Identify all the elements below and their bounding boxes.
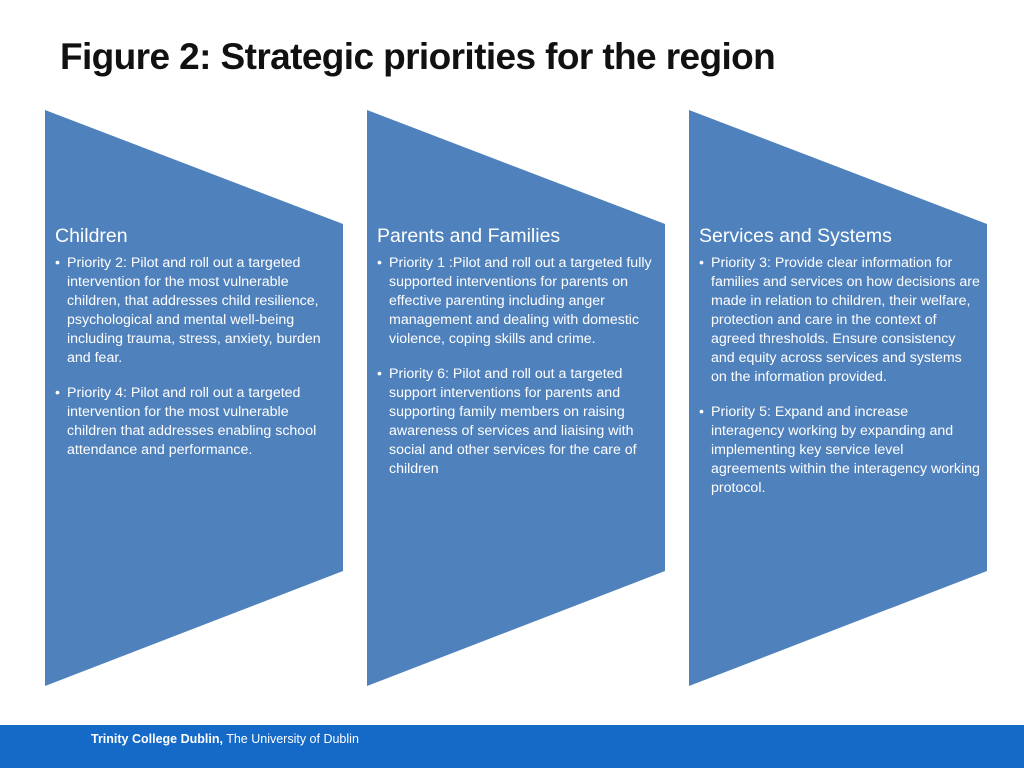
priority-item <box>699 254 981 387</box>
priority-item <box>377 365 659 479</box>
priority-list <box>699 254 981 498</box>
priority-list <box>55 254 337 460</box>
page-title: Figure 2: Strategic priorities for the region <box>60 36 776 77</box>
priority-text: Priority 3: Provide clear information for families and services on how decisions are made in relation to children, their welfare, protection and care in the context of agreed thresholds. Ensure consistency and equity across services and systems on the information provided. <box>711 255 980 385</box>
priority-item <box>55 254 337 368</box>
bullet-icon: • <box>699 255 704 271</box>
footer-text <box>91 732 359 746</box>
panel-heading: Children <box>55 225 128 247</box>
priority-text: Priority 1 :Pilot and roll out a targeted fully supported interventions for parents on effective parenting including anger management and dealing with domestic violence, coping skills and crime. <box>389 255 652 347</box>
priority-text: Priority 4: Pilot and roll out a targeted intervention for the most vulnerable children that addresses enabling school attendance and performance. <box>67 385 317 458</box>
panel-parents-families <box>377 224 659 495</box>
priority-item <box>699 403 981 498</box>
priority-text: Priority 6: Pilot and roll out a targeted support interventions for parents and supporting family members on raising awareness of services and liaising with social and other services for the care of children <box>389 366 637 477</box>
panel-services-systems <box>699 224 981 514</box>
priority-item <box>55 384 337 460</box>
panel-heading: Services and Systems <box>699 225 892 247</box>
bullet-icon: • <box>55 255 60 271</box>
panel-children <box>55 224 337 476</box>
bullet-icon: • <box>377 255 382 271</box>
bullet-icon: • <box>55 385 60 401</box>
bullet-icon: • <box>699 404 704 420</box>
priority-text: Priority 2: Pilot and roll out a targeted intervention for the most vulnerable children, that addresses child resilience, psychological and mental well-being including trauma, stress, anxiety, burden and fear. <box>67 255 321 366</box>
panel-heading: Parents and Families <box>377 225 561 247</box>
footer-institution: Trinity College Dublin, <box>91 732 223 746</box>
priority-text: Priority 5: Expand and increase interagency working by expanding and implementing key service level agreements within the interagency working protocol. <box>711 404 980 496</box>
footer-subtitle: The University of Dublin <box>222 732 359 746</box>
footer-bar <box>0 725 1024 768</box>
priority-item <box>377 254 659 349</box>
priority-list <box>377 254 659 479</box>
bullet-icon: • <box>377 366 382 382</box>
